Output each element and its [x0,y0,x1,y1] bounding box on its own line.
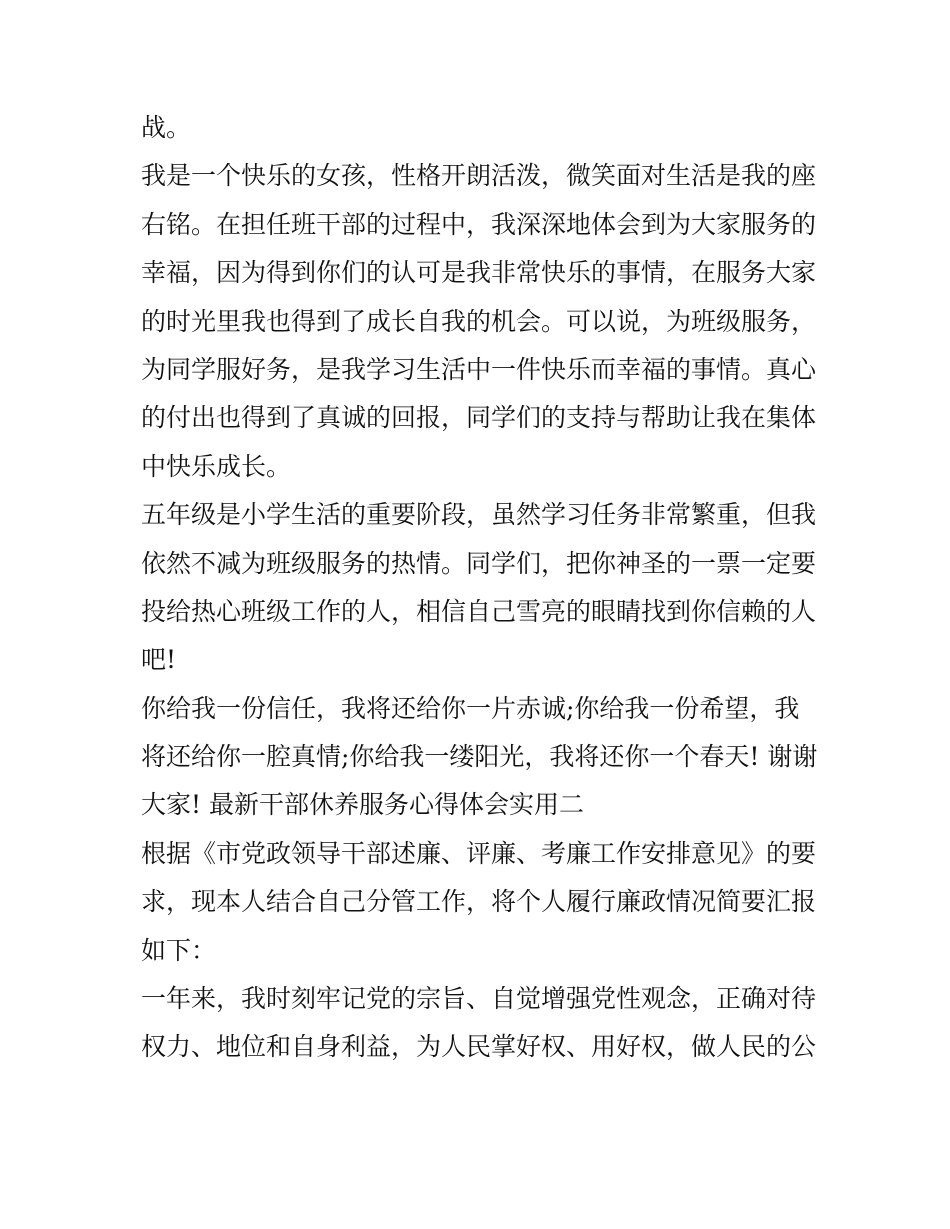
text-line: 权力、地位和自身利益，为人民掌好权、用好权，做人民的公 [141,1032,817,1062]
text-line: 战。 [141,113,192,142]
text-line: 的付出也得到了真诚的回报，同学们的支持与帮助让我在集体 [141,403,817,433]
text-line: 五年级是小学生活的重要阶段，虽然学习任务非常繁重，但我 [141,500,817,530]
text-line: 求，现本人结合自己分管工作，将个人履行廉政情况简要汇报 [141,887,817,917]
text-line: 如下： [141,935,217,965]
text-line: 一年来，我时刻牢记党的宗旨、自觉增强党性观念，正确对待 [141,984,817,1014]
text-line: 中快乐成长。 [141,451,292,481]
body-text [141,104,821,1072]
text-line: 大家! 最新干部休养服务心得体会实用二 [141,790,584,820]
text-line: 幸福，因为得到你们的认可是我非常快乐的事情，在服务大家 [141,258,817,288]
text-line: 投给热心班级工作的人，相信自己雪亮的眼睛找到你信赖的人 [141,596,817,626]
text-line: 右铭。在担任班干部的过程中，我深深地体会到为大家服务的 [141,209,817,239]
text-line: 的时光里我也得到了成长自我的机会。可以说，为班级服务， [141,306,817,336]
text-line: 你给我一份信任，我将还给你一片赤诚;你给我一份希望，我 [141,693,800,723]
text-line: 将还给你一腔真情;你给我一缕阳光，我将还你一个春天! 谢谢 [141,742,818,772]
text-line: 吧! [141,645,177,675]
text-line: 依然不减为班级服务的热情。同学们，把你神圣的一票一定要 [141,548,817,578]
text-line: 我是一个快乐的女孩，性格开朗活泼，微笑面对生活是我的座 [141,161,817,191]
text-line: 为同学服好务，是我学习生活中一件快乐而幸福的事情。真心 [141,354,817,384]
text-line: 根据《市党政领导干部述廉、评廉、考廉工作安排意见》的要 [141,838,817,868]
